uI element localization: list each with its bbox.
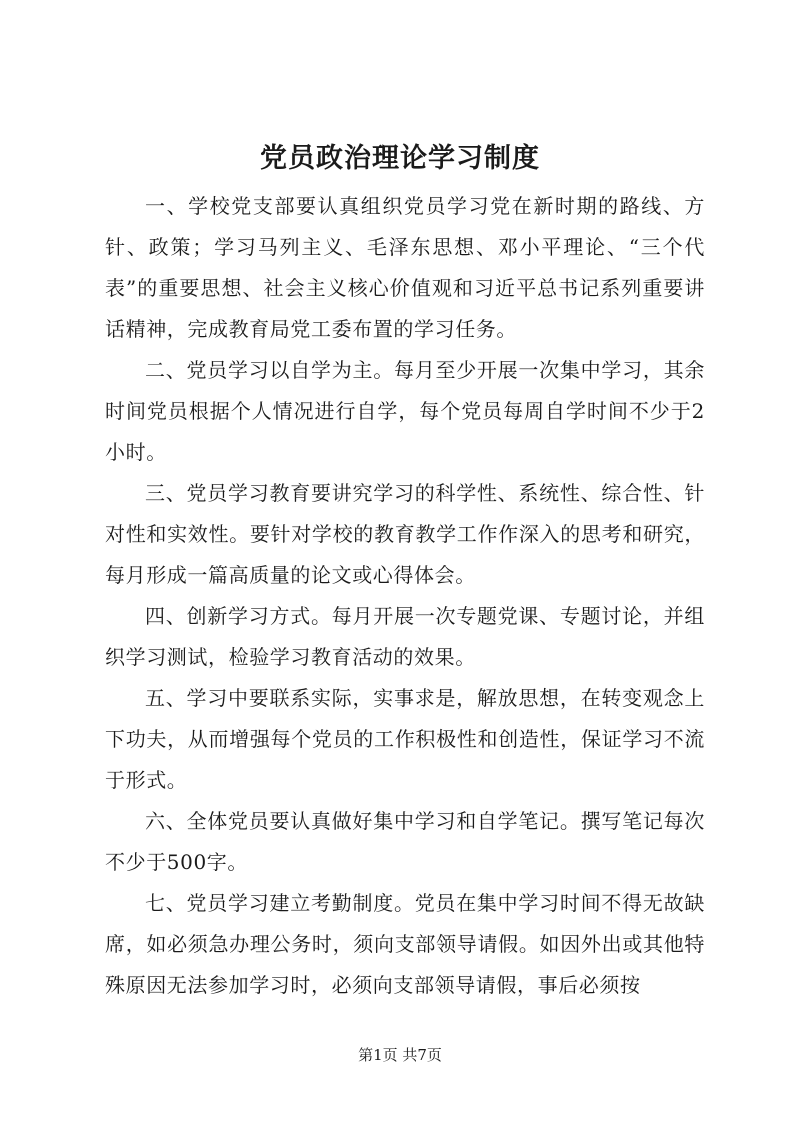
paragraph-5: 五、学习中要联系实际，实事求是，解放思想，在转变观念上下功夫，从而增强每个党员的工作积极性和创造性，保证学习不流于形式。	[105, 686, 705, 792]
paragraph-3: 三、党员学习教育要讲究学习的科学性、系统性、综合性、针对性和实效性。要针对学校的教育教学工作作深入的思考和研究，每月形成一篇高质量的论文或心得体会。	[105, 481, 705, 587]
document-body	[105, 186, 705, 1006]
paragraph-7: 七、党员学习建立考勤制度。党员在集中学习时间不得无故缺席，如必须急办理公务时，须向支部领导请假。如因外出或其他特殊原因无法参加学习时，必须向支部领导请假，事后必须按	[105, 891, 705, 997]
paragraph-2: 二、党员学习以自学为主。每月至少开展一次集中学习，其余时间党员根据个人情况进行自学，每个党员每周自学时间不少于2小时。	[105, 358, 705, 464]
paragraph-6: 六、全体党员要认真做好集中学习和自学笔记。撰写笔记每次不少于500字。	[105, 809, 705, 874]
paragraph-1: 一、学校党支部要认真组织党员学习党在新时期的路线、方针、政策；学习马列主义、毛泽东思想、邓小平理论、“三个代表”的重要思想、社会主义核心价值观和习近平总书记系列重要讲话精神，完成教育局党工委布置的学习任务。	[105, 194, 705, 341]
page-number-footer: 第1页 共7页	[358, 1046, 442, 1064]
document-title: 党员政治理论学习制度	[260, 143, 540, 174]
paragraph-4: 四、创新学习方式。每月开展一次专题党课、专题讨论，并组织学习测试，检验学习教育活动的效果。	[105, 604, 705, 669]
